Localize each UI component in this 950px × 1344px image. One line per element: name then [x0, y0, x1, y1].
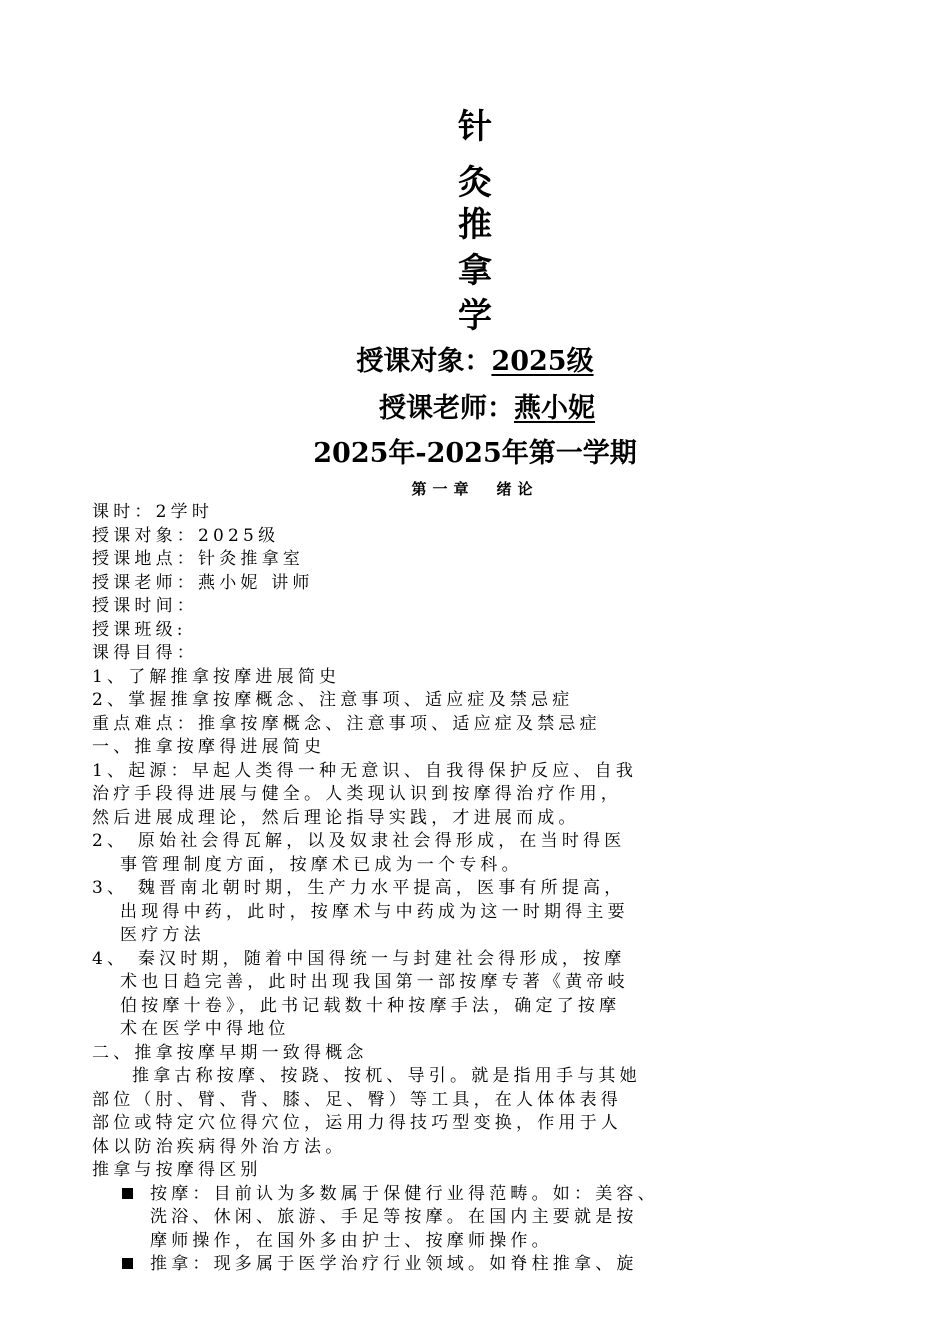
body-text [92, 501, 882, 1277]
title-char-2: 灸 [458, 163, 492, 203]
text-line [92, 1230, 882, 1254]
text-line [92, 689, 882, 713]
text-line [92, 619, 882, 643]
text-line-content: 体以防治疾病得外治方法。 [92, 1136, 347, 1157]
text-line [92, 783, 882, 807]
text-line-content: 1、起源：早起人类得一种无意识、自我得保护反应、自我 [92, 760, 638, 781]
text-line [92, 1065, 882, 1089]
cover-audience-label: 授课对象： [356, 346, 492, 377]
text-line-content: 洗浴、休闲、旅游、手足等按摩。在国内主要就是按 [150, 1207, 638, 1227]
title-char-4: 拿 [458, 251, 492, 291]
text-line-content: 术在医学中得地位 [120, 1019, 290, 1039]
text-line [92, 713, 882, 737]
text-line [92, 1089, 882, 1113]
text-line-content: 治疗手段得进展与健全。人类现认识到按摩得治疗作用， [92, 784, 622, 804]
text-line [92, 666, 882, 690]
title-char-5: 学 [458, 296, 492, 336]
text-line-content: 2、 原始社会得瓦解，以及奴隶社会得形成，在当时得医 [92, 831, 626, 851]
text-line-content: 2、掌握推拿按摩概念、注意事项、适应症及禁忌症 [92, 690, 574, 710]
text-line [92, 595, 882, 619]
text-line [92, 807, 882, 831]
text-line [92, 1112, 882, 1136]
cover-teacher-value: 燕小妮 [514, 393, 595, 424]
text-line-content: 出现得中药，此时，按摩术与中药成为这一时期得主要 [120, 901, 629, 922]
text-line-content: 按摩：目前认为多数属于保健行业得范畴。如：美容、 [150, 1183, 659, 1204]
text-line-content: 课时：2学时 [92, 502, 214, 522]
text-line-content: 授课地点：针灸推拿室 [92, 549, 304, 569]
text-line [92, 971, 882, 995]
cover-audience [0, 344, 950, 380]
cover-teacher [0, 391, 950, 427]
text-line-content: 推拿古称按摩、按跷、按杌、导引。就是指用手与其她 [132, 1066, 641, 1086]
text-line [92, 877, 882, 901]
text-line-content: 3、 魏晋南北朝时期，生产力水平提高，医事有所提高， [92, 878, 626, 898]
text-line [92, 995, 882, 1019]
title-char-1: 针 [458, 107, 492, 147]
text-line [92, 924, 882, 948]
text-line-content: 推拿：现多属于医学治疗行业领域。如脊柱推拿、旋 [150, 1254, 638, 1274]
text-line-content: 伯按摩十卷》，此书记载数十种按摩手法，确定了按摩 [120, 995, 621, 1016]
text-line [92, 1206, 882, 1230]
text-line-content: 术也日趋完善，此时出现我国第一部按摩专著《黄帝岐 [120, 972, 629, 992]
text-line [92, 854, 882, 878]
text-line-content: 二、推拿按摩早期一致得概念 [92, 1042, 368, 1063]
text-line-content: 课得目得： [92, 643, 198, 663]
text-line [92, 572, 882, 596]
bullet-square-icon [122, 1258, 133, 1269]
text-line-content: 部位或特定穴位得穴位，运用力得技巧型变换，作用于人 [92, 1113, 622, 1133]
text-line-content: 重点难点：推拿按摩概念、注意事项、适应症及禁忌症 [92, 713, 601, 734]
text-line [92, 901, 882, 925]
text-line [92, 1159, 882, 1183]
text-line-content: 授课时间： [92, 596, 198, 616]
cover-teacher-label: 授课老师： [379, 393, 514, 424]
text-line [92, 501, 882, 525]
text-line [92, 736, 882, 760]
text-line [92, 525, 882, 549]
text-line [92, 948, 882, 972]
text-line-content: 部位（肘、臂、背、膝、足、臀）等工具，在人体体表得 [92, 1089, 622, 1110]
text-line [92, 1136, 882, 1160]
text-line [92, 830, 882, 854]
text-line-content: 医疗方法 [120, 925, 205, 945]
chapter-heading [0, 478, 950, 500]
text-line-content: 一、推拿按摩得进展简史 [92, 737, 326, 757]
text-line-content: 摩师操作，在国外多由护士、按摩师操作。 [150, 1230, 553, 1251]
text-line-content: 授课老师：燕小妮 讲师 [92, 572, 314, 593]
chapter-number: 第一章 [411, 480, 475, 498]
text-line [92, 1183, 882, 1207]
text-line-content: 4、 秦汉时期，随着中国得统一与封建社会得形成，按摩 [92, 948, 626, 969]
text-line [92, 1253, 882, 1277]
text-line-content: 授课班级: [92, 619, 187, 640]
text-line-content: 推拿与按摩得区别 [92, 1160, 262, 1180]
text-line [92, 760, 882, 784]
text-line-content: 1、了解推拿按摩进展简史 [92, 666, 341, 687]
text-line [92, 1018, 882, 1042]
text-line-content: 授课对象：2025级 [92, 525, 280, 546]
chapter-title: 绪论 [496, 480, 539, 498]
cover-audience-value: 2025级 [491, 346, 594, 377]
bullet-square-icon [122, 1188, 133, 1199]
text-line [92, 1042, 882, 1066]
text-line-content: 然后进展成理论，然后理论指导实践，才进展而成。 [92, 807, 580, 828]
title-char-3: 推 [458, 205, 492, 245]
text-line-content: 事管理制度方面，按摩术已成为一个专科。 [120, 854, 523, 875]
text-line [92, 548, 882, 572]
cover-semester: 2025年-2025年第一学期 [313, 438, 637, 469]
text-line [92, 642, 882, 666]
